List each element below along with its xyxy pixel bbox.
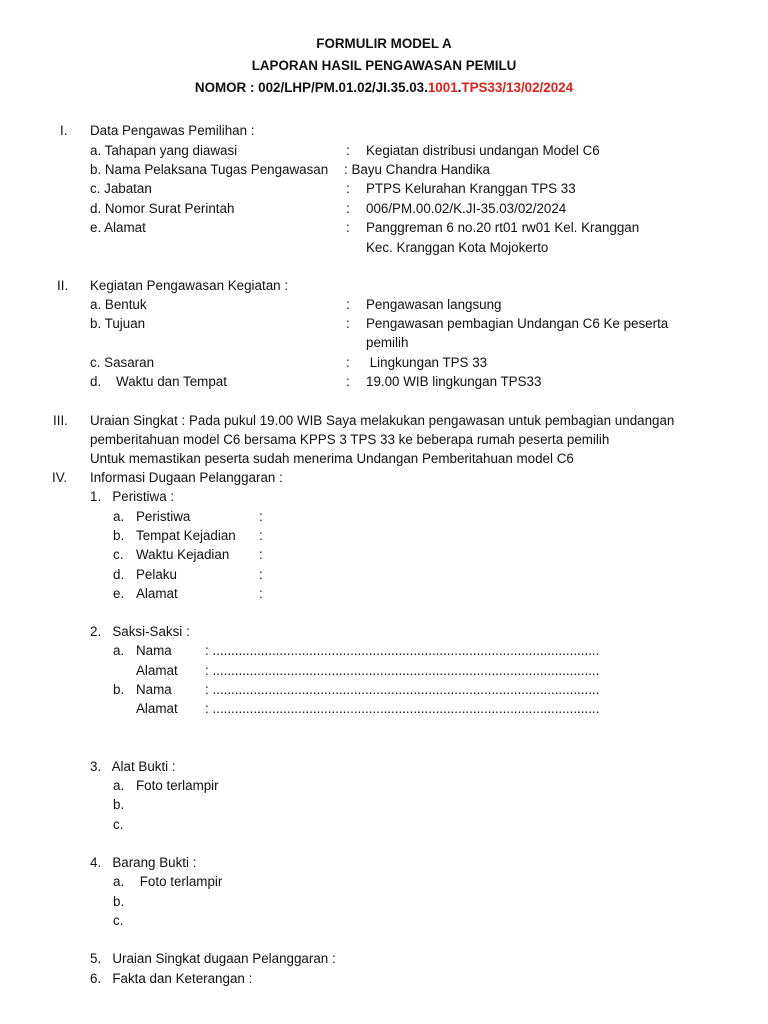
s1-colon: : xyxy=(346,220,350,235)
saksi-a-alamat-label: Alamat xyxy=(136,663,178,678)
s1-label-nama: b. Nama Pelaksana Tugas Pengawasan xyxy=(90,162,329,177)
peristiwa-colon: : xyxy=(259,586,263,601)
saksi-letter: b. xyxy=(113,682,125,697)
s1-value-nomor-surat: 006/PM.00.02/K.JI-35.03/02/2024 xyxy=(366,201,567,216)
s1-value-alamat-line2: Kec. Kranggan Kota Mojokerto xyxy=(366,240,549,255)
number-tps-date-red: TPS33/13/02/2024 xyxy=(461,80,574,95)
s2-value-waktu-tempat: 19.00 WIB lingkungan TPS33 xyxy=(366,374,542,389)
alat-bukti-letter: c. xyxy=(113,817,124,832)
s2-value-tujuan-line2: pemilih xyxy=(366,335,409,350)
peristiwa-colon: : xyxy=(259,547,263,562)
tempat-kejadian-label: Tempat Kejadian xyxy=(136,528,236,543)
pelaku-label: Pelaku xyxy=(136,567,177,582)
section-2-title: Kegiatan Pengawasan Kegiatan : xyxy=(90,278,289,293)
s1-label-nomor-surat: d. Nomor Surat Perintah xyxy=(90,201,235,216)
form-title: FORMULIR MODEL A xyxy=(316,36,452,51)
section-3-line2: pemberitahuan model C6 bersama KPPS 3 TPS 33 ke beberapa rumah peserta pemilih xyxy=(90,432,610,447)
s2-colon: : xyxy=(346,355,350,370)
saksi-letter: a. xyxy=(113,643,125,658)
peristiwa-letter: c. xyxy=(113,547,124,562)
s1-label-tahapan: a. Tahapan yang diawasi xyxy=(90,143,238,158)
barang-bukti-title: 4. Barang Bukti : xyxy=(90,855,197,870)
section-1-title: Data Pengawas Pemilihan : xyxy=(90,123,255,138)
saksi-a-nama-fill-line: : ........................................................................................................ xyxy=(205,643,600,658)
uraian-dugaan-title: 5. Uraian Singkat dugaan Pelanggaran : xyxy=(90,951,336,966)
number-code-red: 1001 xyxy=(427,80,458,95)
fakta-keterangan-title: 6. Fakta dan Keterangan : xyxy=(90,971,253,986)
s2-label-sasaran: c. Sasaran xyxy=(90,355,155,370)
s2-colon: : xyxy=(346,297,350,312)
s1-label-alamat: e. Alamat xyxy=(90,220,146,235)
s2-value-tujuan: Pengawasan pembagian Undangan C6 Ke peserta xyxy=(366,316,669,331)
section-4-number: IV. xyxy=(52,470,68,485)
section-3-line1: Uraian Singkat : Pada pukul 19.00 WIB Saya melakukan pengawasan untuk pembagian undangan xyxy=(90,413,675,428)
section-4-title: Informasi Dugaan Pelanggaran : xyxy=(90,470,283,485)
alat-bukti-title: 3. Alat Bukti : xyxy=(90,759,176,774)
peristiwa-colon: : xyxy=(259,509,263,524)
s2-value-bentuk: Pengawasan langsung xyxy=(366,297,502,312)
s1-value-nama: : Bayu Chandra Handika xyxy=(344,162,490,177)
s1-value-tahapan: Kegiatan distribusi undangan Model C6 xyxy=(366,143,600,158)
alat-bukti-item: Foto terlampir xyxy=(136,778,219,793)
section-3-number: III. xyxy=(53,413,68,428)
saksi-b-alamat-fill-line: : ........................................................................................................ xyxy=(205,701,600,716)
number-prefix: NOMOR : 002/LHP/PM.01.02/JI.35.03. xyxy=(194,80,428,95)
section-2-number: II. xyxy=(57,278,69,293)
peristiwa-letter: d. xyxy=(113,567,125,582)
peristiwa-label: Peristiwa xyxy=(136,509,191,524)
section-3-line3: Untuk memastikan peserta sudah menerima Undangan Pemberitahuan model C6 xyxy=(90,451,574,466)
s1-colon: : xyxy=(346,181,350,196)
s2-label-waktu-tempat: d. Waktu dan Tempat xyxy=(90,374,227,389)
saksi-a-nama-label: Nama xyxy=(136,643,172,658)
document-number xyxy=(0,80,768,96)
s1-colon: : xyxy=(346,143,350,158)
saksi-b-nama-fill-line: : ........................................................................................................ xyxy=(205,682,600,697)
s2-label-tujuan: b. Tujuan xyxy=(90,316,146,331)
alat-bukti-letter: b. xyxy=(113,797,125,812)
barang-bukti-letter: a. xyxy=(113,874,125,889)
s2-colon: : xyxy=(346,316,350,331)
saksi-title: 2. Saksi-Saksi : xyxy=(90,624,190,639)
saksi-b-nama-label: Nama xyxy=(136,682,172,697)
report-title: LAPORAN HASIL PENGAWASAN PEMILU xyxy=(251,58,517,73)
barang-bukti-letter: b. xyxy=(113,894,125,909)
s1-value-alamat: Panggreman 6 no.20 rt01 rw01 Kel. Kranggan xyxy=(366,220,640,235)
s2-colon: : xyxy=(346,374,350,389)
s2-value-sasaran: Lingkungan TPS 33 xyxy=(366,355,488,370)
peristiwa-colon: : xyxy=(259,528,263,543)
s1-label-jabatan: c. Jabatan xyxy=(90,181,152,196)
peristiwa-letter: a. xyxy=(113,509,125,524)
alat-bukti-letter: a. xyxy=(113,778,125,793)
number-dot: . xyxy=(457,80,462,95)
section-1-number: I. xyxy=(60,123,68,138)
peristiwa-colon: : xyxy=(259,567,263,582)
alamat-kejadian-label: Alamat xyxy=(136,586,178,601)
barang-bukti-item: Foto terlampir xyxy=(136,874,223,889)
peristiwa-letter: e. xyxy=(113,586,125,601)
saksi-b-alamat-label: Alamat xyxy=(136,701,178,716)
s2-label-bentuk: a. Bentuk xyxy=(90,297,147,312)
s1-value-jabatan: PTPS Kelurahan Kranggan TPS 33 xyxy=(366,181,576,196)
peristiwa-letter: b. xyxy=(113,528,125,543)
s1-colon: : xyxy=(346,201,350,216)
barang-bukti-letter: c. xyxy=(113,913,124,928)
peristiwa-title: 1. Peristiwa : xyxy=(90,489,175,504)
saksi-a-alamat-fill-line: : ........................................................................................................ xyxy=(205,663,600,678)
waktu-kejadian-label: Waktu Kejadian xyxy=(136,547,230,562)
